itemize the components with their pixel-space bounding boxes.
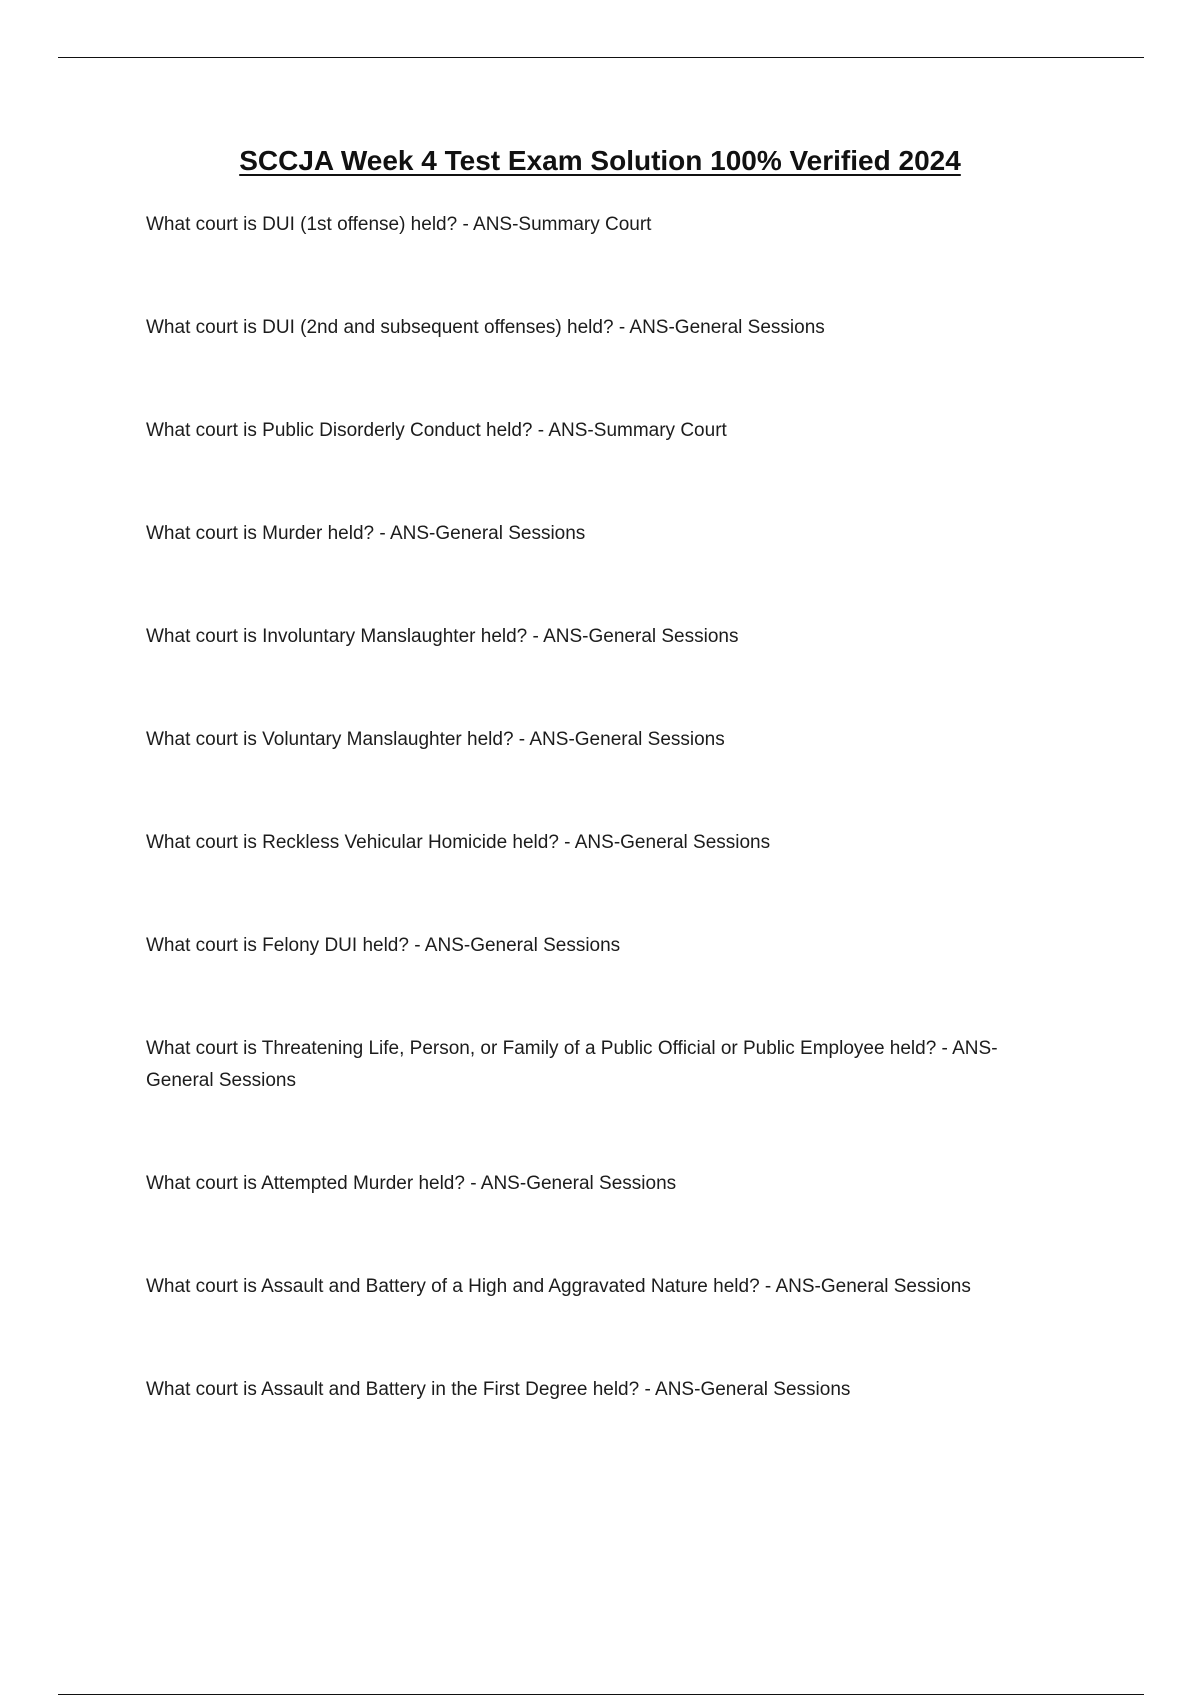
separator: - (613, 317, 630, 338)
qa-item (146, 827, 1056, 859)
answer-prefix: ANS- (952, 1038, 998, 1059)
answer-text: General Sessions (620, 832, 771, 853)
answer-prefix: ANS- (473, 214, 519, 235)
question-text: What court is Murder held? (146, 523, 375, 544)
separator: - (408, 935, 425, 956)
question-text: What court is Public Disorderly Conduct held? (146, 420, 533, 441)
qa-item (146, 518, 1056, 550)
question-text: What court is Reckless Vehicular Homicide held? (146, 832, 559, 853)
answer-prefix: ANS- (424, 935, 471, 956)
qa-item (146, 415, 1056, 447)
separator: - (639, 1379, 656, 1400)
question-text: What court is Felony DUI held? (146, 935, 409, 956)
qa-item (146, 1168, 1056, 1200)
answer-prefix: ANS- (574, 832, 621, 853)
separator: - (759, 1276, 776, 1297)
answer-text: General Sessions (700, 1379, 851, 1400)
separator: - (558, 832, 575, 853)
qa-item (146, 724, 1056, 756)
separator: - (532, 420, 549, 441)
separator: - (513, 729, 530, 750)
question-text: What court is Threatening Life, Person, or Family of a Public Official or Public Employee held? (146, 1038, 937, 1059)
qa-item (146, 1033, 1056, 1097)
answer-prefix: ANS- (548, 420, 594, 441)
question-text: What court is Involuntary Manslaughter held? (146, 626, 528, 647)
separator: - (936, 1038, 953, 1059)
qa-item (146, 1271, 1056, 1303)
bottom-rule (58, 1694, 1144, 1695)
answer-text: General Sessions (526, 1173, 677, 1194)
answer-prefix: ANS- (480, 1173, 527, 1194)
qa-list (146, 209, 1056, 1477)
answer-prefix: ANS- (655, 1379, 701, 1400)
separator: - (464, 1173, 481, 1194)
qa-item (146, 930, 1056, 962)
answer-text: General Sessions (146, 1070, 296, 1091)
answer-text: General Sessions (820, 1276, 971, 1297)
separator: - (374, 523, 390, 544)
top-rule (58, 57, 1144, 58)
answer-prefix: ANS- (629, 317, 675, 338)
question-text: What court is Attempted Murder held? (146, 1173, 465, 1194)
answer-prefix: ANS- (389, 523, 436, 544)
answer-text: Summary Court (593, 420, 727, 441)
answer-prefix: ANS- (529, 729, 575, 750)
question-text: What court is Assault and Battery of a High and Aggravated Nature held? (146, 1276, 760, 1297)
qa-item (146, 312, 1056, 344)
answer-text: General Sessions (435, 523, 586, 544)
answer-prefix: ANS- (775, 1276, 821, 1297)
answer-prefix: ANS- (543, 626, 589, 647)
separator: - (457, 214, 474, 235)
qa-item (146, 1374, 1056, 1406)
question-text: What court is Voluntary Manslaughter held? (146, 729, 514, 750)
question-text: What court is DUI (2nd and subsequent offenses) held? (146, 317, 614, 338)
document-title: SCCJA Week 4 Test Exam Solution 100% Verified 2024 (239, 145, 961, 176)
answer-text: Summary Court (518, 214, 652, 235)
separator: - (527, 626, 544, 647)
qa-item (146, 209, 1056, 241)
question-text: What court is DUI (1st offense) held? (146, 214, 458, 235)
answer-text: General Sessions (470, 935, 621, 956)
question-text: What court is Assault and Battery in the First Degree held? (146, 1379, 640, 1400)
answer-text: General Sessions (588, 626, 739, 647)
qa-item (146, 621, 1056, 653)
answer-text: General Sessions (674, 317, 825, 338)
answer-text: General Sessions (574, 729, 725, 750)
